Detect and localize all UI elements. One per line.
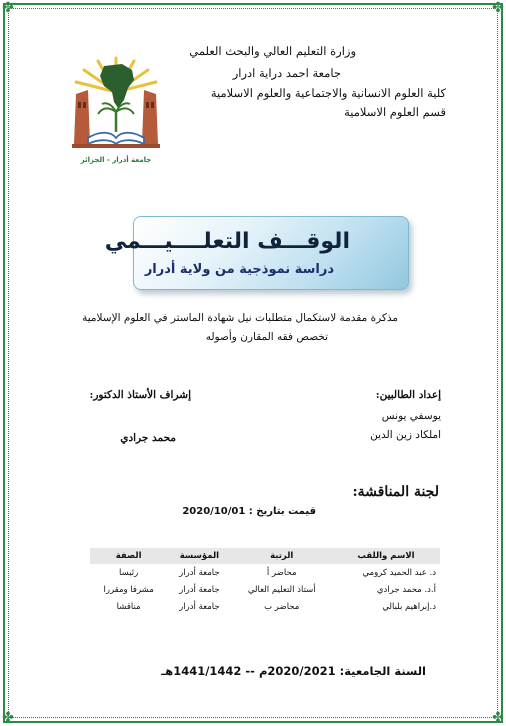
member-rank: محاضر أ	[266, 567, 297, 578]
column-header: الصفة	[90, 548, 167, 564]
member-role: رئيسا	[119, 567, 139, 578]
memo-specialization: تخصص فقه المقارن وأصوله	[205, 331, 328, 343]
member-institution: جامعة أدرار	[179, 601, 220, 612]
thesis-title: الوقـــف التعلــــيـــمي	[104, 229, 350, 254]
academic-year: السنة الجامعية: 2020/2021م -- 1441/1442هـ	[161, 664, 426, 678]
ministry-line: وزارة التعليم العالي والبحث العلمي	[189, 44, 356, 58]
faculty-line: كلية العلوم الانسانية والاجتماعية والعلوم الاسلامية	[210, 86, 446, 100]
student-name: يوسفي يونس	[381, 410, 441, 422]
column-header: المؤسسة	[167, 548, 231, 564]
corner-ornament-icon: ✤	[492, 710, 504, 726]
university-logo	[62, 52, 170, 168]
defense-date-label: قيمت بتاريخ :	[248, 506, 316, 517]
column-header: الرتبة	[232, 548, 332, 564]
member-name: أ.د. محمد جرادي	[376, 584, 436, 595]
defense-date: 2020/10/01	[182, 506, 246, 517]
university-emblem-icon	[62, 52, 170, 156]
logo-caption: جامعة أدرار - الجزائر	[80, 156, 152, 164]
member-institution: جامعة أدرار	[179, 584, 220, 595]
member-rank: أستاذ التعليم العالي	[247, 584, 316, 595]
corner-ornament-icon: ✤	[2, 710, 14, 726]
title-box	[104, 216, 409, 290]
committee-label: لجنة المناقشة:	[352, 484, 439, 500]
member-role: مناقشا	[116, 601, 141, 612]
table-row	[90, 564, 440, 581]
column-header: الاسم واللقب	[332, 548, 440, 564]
memo-purpose: مذكرة مقدمة لاستكمال متطلبات نيل شهادة الماستر في العلوم الإسلامية	[82, 312, 398, 324]
table-row	[90, 581, 440, 598]
table-row	[90, 598, 440, 615]
department-line: قسم العلوم الاسلامية	[344, 105, 446, 119]
member-name: د. عبد الحميد كرومي	[362, 567, 436, 578]
member-role: مشرفا ومقررا	[103, 584, 154, 595]
corner-ornament-icon: ✤	[2, 0, 14, 16]
committee-table-header	[90, 548, 440, 564]
supervisor-label: إشراف الأستاذ الدكتور:	[89, 389, 191, 401]
defense-date-line	[182, 506, 316, 517]
committee-table	[90, 548, 440, 615]
student-name: املكاد زين الدين	[370, 429, 441, 441]
university-line: جامعة احمد دراية ادرار	[232, 66, 341, 80]
member-institution: جامعة أدرار	[179, 567, 220, 578]
students-label: إعداد الطالبين:	[375, 389, 441, 401]
supervisor-name: محمد جرادي	[120, 432, 176, 444]
member-name: د.إبراهيم بلبالي	[382, 601, 436, 612]
corner-ornament-icon: ✤	[492, 0, 504, 16]
thesis-subtitle: دراسة نموذجية من ولاية أدرار	[144, 262, 334, 277]
member-rank: محاضر ب	[264, 601, 300, 612]
